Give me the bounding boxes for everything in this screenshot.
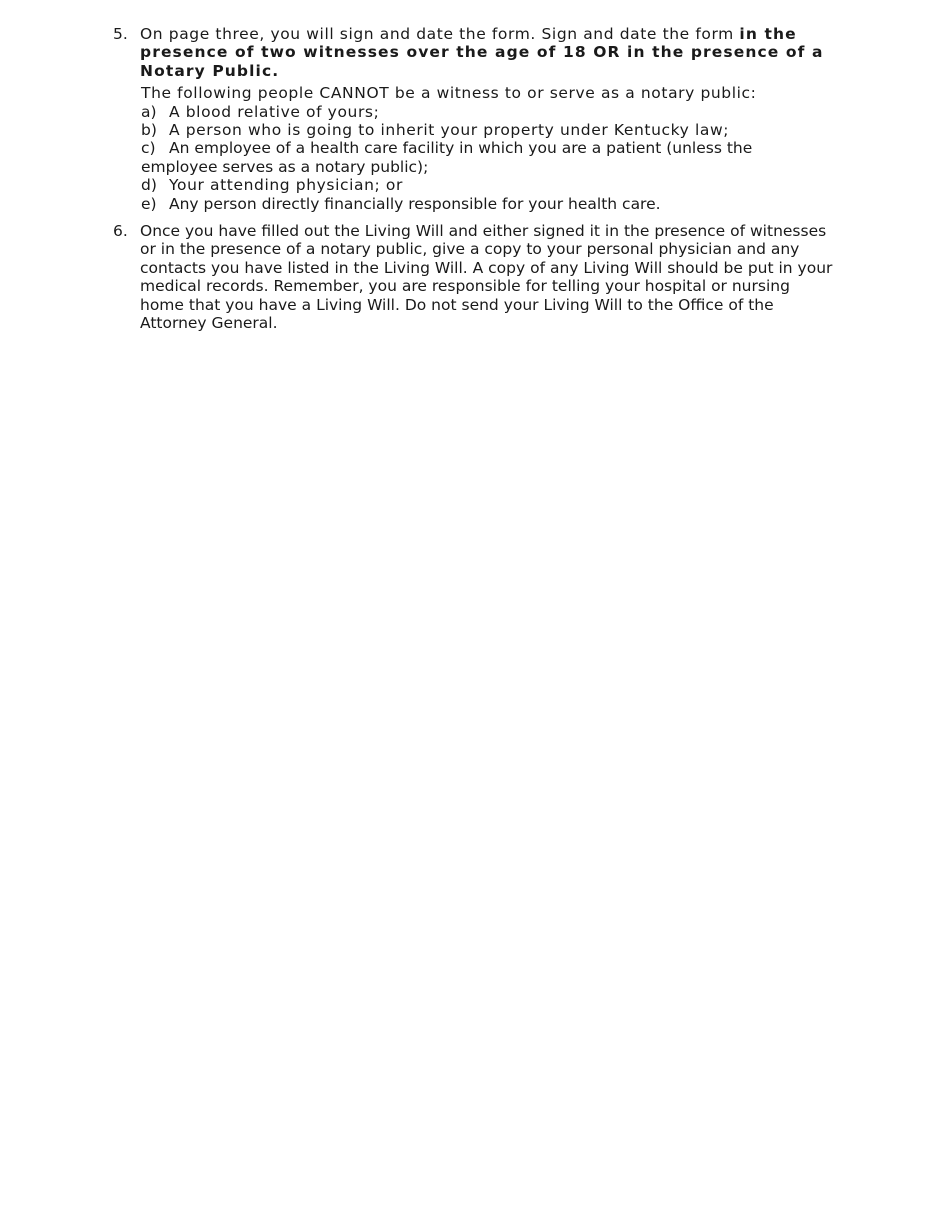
item-number: 5.: [113, 25, 128, 43]
instruction-item-5: [113, 25, 838, 213]
restrictions-intro: The following people CANNOT be a witness to or serve as a notary public:: [141, 84, 757, 103]
restriction-item: e) Any person directly financially responsible for your health care.: [141, 194, 661, 213]
restriction-item: c) An employee of a health care facility in which you are a patient (unless the employee serves as a notary public);: [141, 139, 753, 176]
restriction-item: d) Your attending physician; or: [141, 176, 403, 195]
item-body: [140, 25, 838, 80]
instruction-item-6: [113, 222, 838, 332]
item-number: 6.: [113, 222, 128, 240]
item-text: On page three, you will sign and date the form. Sign and date the form: [140, 25, 740, 43]
restriction-item: a) A blood relative of yours;: [141, 102, 380, 121]
restriction-item: b) A person who is going to inherit your property under Kentucky law;: [141, 121, 730, 140]
item-bold-text: in the presence of two witnesses over the age of 18 OR in the presence of a Notary Public.: [140, 25, 824, 80]
witness-restrictions: [141, 84, 838, 213]
item-body: Once you have filled out the Living Will and either signed it in the presence of witnesses or in the presence of a notary public, give a copy to your personal physician and any contacts you have listed in the Living Will. A copy of any Living Will should be put in your medical records. Remember, you are responsible for telling your hospital or nursing home that you have a Living Will. Do not send your Living Will to the Office of the Attorney General.: [140, 222, 833, 333]
